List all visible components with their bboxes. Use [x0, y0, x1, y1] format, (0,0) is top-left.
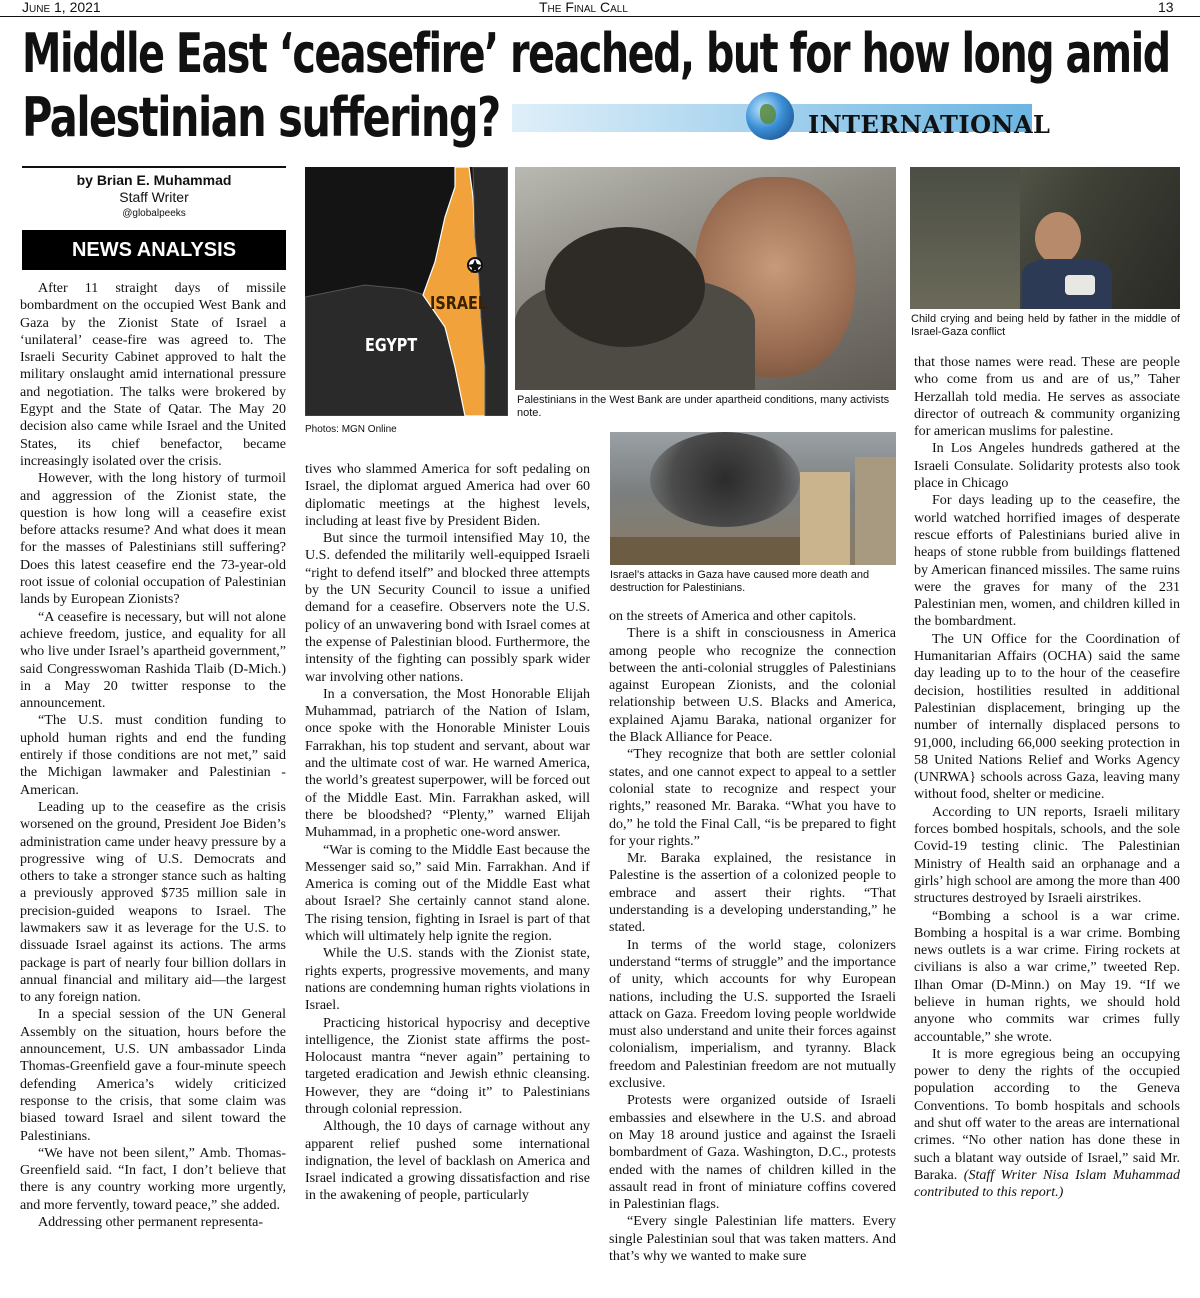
building-2 — [855, 457, 896, 565]
paragraph: In Los Angeles hundreds gathered at the Israeli Consulate. Solidarity protests also took place in Chicago — [914, 440, 1180, 492]
photo-credit: Photos: MGN Online — [305, 424, 397, 435]
paragraph: “A ceasefire is necessary, but will not alone achieve freedom, justice, and equality for all who live under Israel’s apartheid government,” said Congresswoman Rashida Tlaib (D-Mich.) in a May 20 twitter response to the announcement. — [20, 608, 286, 712]
folio — [0, 0, 1200, 16]
map-label-israel: ISRAEL — [430, 293, 487, 314]
paragraph: After 11 straight days of missile bombardment on the occupied West Bank and Gaza by the Zionist State of Israel a ‘unilateral’ cease-fire was agreed to. The Israeli Security Cabinet approved to halt the military onslaught amid international pressure and negotiation. The talks were brokered by Egypt and the State of Qatar. The May 20 decision also came while Israel and the United States, its chief benefactor, became increasingly isolated over the crisis. — [20, 280, 286, 469]
paragraph: Leading up to the ceasefire as the crisis worsened on the ground, President Joe Biden’s administration came under heavy pressure by a progressive wing of U.S. Democrats and others to take a stronger stance such as halting a previously approved $735 million sale in precision-guided weapons to Israel. The lawmakers saw it as leverage for the U.S. to dissuade Israel against its actions. The arms package is part of nearly four billion dollars in annual financial and military aid—the largest to any foreign nation. — [20, 798, 286, 1006]
paragraph: The UN Office for the Coordination of Humanitarian Affairs (OCHA) said the same day leading up to to the hour of the ceasefire decision, hostilities resulted in additional Palestinian displacement, bringing up the number of internally displaced persons to 91,000, including 66,000 seeking protection in 58 United Nations Relief and Works Agency (UNRWA} schools across Gaza, leaving many without food, shelter or medicine. — [914, 630, 1180, 803]
folio-rule — [0, 16, 1200, 17]
map-label-egypt: EGYPT — [365, 335, 418, 356]
article-column-4 — [914, 354, 1180, 1202]
folio-page-number: 13 — [1158, 0, 1174, 15]
paragraph: Mr. Baraka explained, the resistance in Palestine is the assertion of a colonized people to embrace and assert their rights. “That understanding is a developing understanding,” he stated. — [609, 850, 896, 936]
paragraph: that those names were read. These are people who come from us and are of us,” Taher Herzallah told media. He serves as associate director of outreach & community organizing for american muslims for palestine. — [914, 354, 1180, 440]
smoke-photo — [610, 432, 896, 565]
headline-line-2: Palestinian suffering? — [22, 86, 500, 149]
paragraph: Practicing historical hypocrisy and deceptive intelligence, the Zionist state affirms the post-Holocaust mantra “never again” pertaining to targeted eradication and Jewish ethnic cleansing. However, they are “doing it” to Palestinians through colonial repression. — [305, 1014, 590, 1117]
paragraph: In terms of the world stage, colonizers understand “terms of struggle” and the importance of unity, which accounts for why European nations, including the U.S. supported the Israeli attack on Gaza. Freedom loving people worldwide must also understand and unite their forces against colonialism, imperialism, and tyranny. Black freedom and Palestinian freedom are not mutually exclusive. — [609, 936, 896, 1092]
paragraph: But since the turmoil intensified May 10, the U.S. defended the militarily well-equipped Israeli “right to defend itself” and blocked three attempts by the UN Security Council to issue a unified demand for a ceasefire. Observers note the U.S. policy of an unwavering bond with Israel comes at the expense of Palestinian blood. Furthermore, the intensity of the fighting can possibly spark wider war involving other nations. — [305, 530, 590, 685]
contributor-note: (Staff Writer Nisa Islam Muhammad contributed to this report.) — [914, 1166, 1181, 1201]
section-label: INTERNATIONAL — [808, 110, 1051, 139]
embrace-head — [545, 227, 705, 347]
paragraph: “We have not been silent,” Amb. Thomas-Greenfield said. “In fact, I don’t believe that there is any country working more urgently, and more fervently, toward peace,” she added. — [20, 1144, 286, 1213]
smoke-caption: Israel’s attacks in Gaza have caused more death and destruction for Palestinians. — [610, 569, 870, 594]
paragraph: “Bombing a school is a war crime. Bombing a hospital is a war crime. Bombing news outlets is a war crime. Firing rockets at civilians is also a war crime,” tweeted Rep. Ilhan Omar (D-Minn.) on May 19. “If we believe in human rights, we should hold anyone who commits war crimes fully accountable,” she wrote. — [914, 907, 1180, 1045]
paragraph: However, with the long history of turmoil and aggression of the Zionist state, the question is how long will a ceasefire exist before attacks resume? And what does it mean for the masses of Palestinians still suffering? Does this latest ceasefire end the 73-year-old root issue of colonial occupation of Palestinian lands by European Zionists? — [20, 470, 286, 608]
rooftops — [610, 537, 800, 565]
byline-author: by Brian E. Muhammad — [76, 172, 232, 188]
byline-handle: @globalpeeks — [122, 208, 186, 219]
child-photo-background — [910, 167, 1020, 309]
news-analysis-kicker: NEWS ANALYSIS — [22, 230, 286, 270]
child-photo — [910, 167, 1180, 309]
headline-line-1: Middle East ‘ceasefire’ reached, but for how long amid — [22, 22, 1170, 85]
paragraph: Protests were organized outside of Israeli embassies and elsewhere in the U.S. and abroad on May 18 around justice and against the Israeli bombardment of Gaza. Washington, D.C., protests ended with the names of children killed in the assault read in front of miniature coffins covered in Palestinian flags. — [609, 1092, 896, 1213]
paragraph: tives who slammed America for soft pedaling on Israel, the diplomat argued America had over 60 diplomatic meetings at the highest levels, including at least five by President Biden. — [305, 461, 590, 529]
article-column-1 — [20, 280, 286, 1231]
byline-role: Staff Writer — [119, 189, 189, 205]
paragraph: on the streets of America and other capitols. — [609, 608, 857, 624]
paragraph: Addressing other permanent representa- — [38, 1214, 264, 1231]
embrace-caption: Palestinians in the West Bank are under apartheid conditions, many activists note. — [517, 394, 890, 419]
paragraph: There is a shift in consciousness in America among people who recognize the connection between the anti-colonial struggles of Palestinians against European Zionists, and the colonial relationship between U.S. Blacks and America, explained Ajamu Baraka, national organizer for the Black Alliance for Peace. — [609, 625, 896, 746]
article-column-2 — [305, 461, 590, 1205]
paragraph: In a special session of the UN General Assembly on the situation, hours before the announcement, U.S. UN ambassador Linda Thomas-Greenfield gave a four-minute speech defending America’s widely criticized response to the crisis, that some claim was biased toward Israel and silent toward the Palestinians. — [20, 1006, 286, 1144]
byline-rule — [22, 166, 286, 168]
paragraph: “War is coming to the Middle East because the Messenger said so,” said Min. Farrakhan. And if America is coming out of the Middle East what about Israel? She certainly cannot stand alone. The rising tension, fighting in Israel is part of that which will ultimately help ignite the region. — [305, 841, 590, 945]
paragraph: For days leading up to the ceasefire, the world watched horrified images of desperate rescue efforts of Palestinians buried alive in heaps of stone rubble from buildings flattened by American financed missiles. The same ruins were the graves for many of the 231 Palestinian men, women, and children killed in the bombardment. — [914, 492, 1180, 630]
map-graphic — [305, 167, 508, 416]
folio-date: June 1, 2021 — [22, 0, 101, 15]
paragraph: While the U.S. stands with the Zionist state, rights experts, progressive movements, and many nations are condemning human rights violations in Israel. — [305, 945, 590, 1014]
globe-icon — [746, 92, 794, 140]
map-image — [305, 167, 508, 416]
smoke-plume — [650, 432, 800, 527]
folio-publication: The Final Call — [539, 0, 628, 15]
child-face — [1035, 212, 1081, 264]
building-1 — [800, 472, 850, 565]
paragraph: Although, the 10 days of carnage without any apparent relief pushed some international indignation, the level of backlash on America and Israel indicated a growing dissatisfaction and rise in the awakening of people, particularly — [305, 1118, 590, 1204]
paragraph: According to UN reports, Israeli military forces bombed hospitals, schools, and the sole Covid-19 testing clinic. The Palestinian Ministry of Health said an orphanage and a girls’ high school are among the more than 400 structures destroyed by Israeli airstrikes. — [914, 803, 1180, 907]
paragraph: “Every single Palestinian life matters. Every single Palestinian soul that was taken matters. And that’s why we wanted to make sure — [609, 1213, 896, 1264]
child-caption: Child crying and being held by father in the middle of Israel-Gaza conflict — [911, 313, 1180, 338]
paragraph: It is more egregious being an occupying power to deny the rights of the occupied population according to the Geneva Conventions. To bomb hospitals and schools and shut off water to the areas are international crimes. “No other nation has done these in such a blatant way outside of Israel,” said Mr. Baraka. (Staff Writer Nisa Islam Muhammad contributed to this report.) — [914, 1045, 1181, 1201]
article-column-3 — [609, 608, 896, 1265]
bandage — [1065, 275, 1095, 295]
paragraph: “The U.S. must condition funding to uphold human rights and end the funding entirely if those conditions are not met,” said the Michigan lawmaker and Palestinian -American. — [20, 712, 286, 798]
embrace-photo — [515, 167, 896, 390]
paragraph: In a conversation, the Most Honorable Elijah Muhammad, patriarch of the Nation of Islam, once spoke with the Honorable Minister Louis Farrakhan, his top student and servant, about war and the ultimate cost of war. He warned America, the world’s greatest superpower, will be forced out of the Middle East. Min. Farrakhan asked, will there be bloodshed? “Plenty,” warned Elijah Muhammad, in a prophetic one-word answer. — [305, 685, 590, 841]
paragraph: “They recognize that both are settler colonial states, and one cannot expect to appeal to a settler colonial state to recognize and respect your rights,” reasoned Mr. Baraka. “What you have to do,” he told the Final Call, “is be prepared to fight for your rights.” — [609, 746, 896, 849]
